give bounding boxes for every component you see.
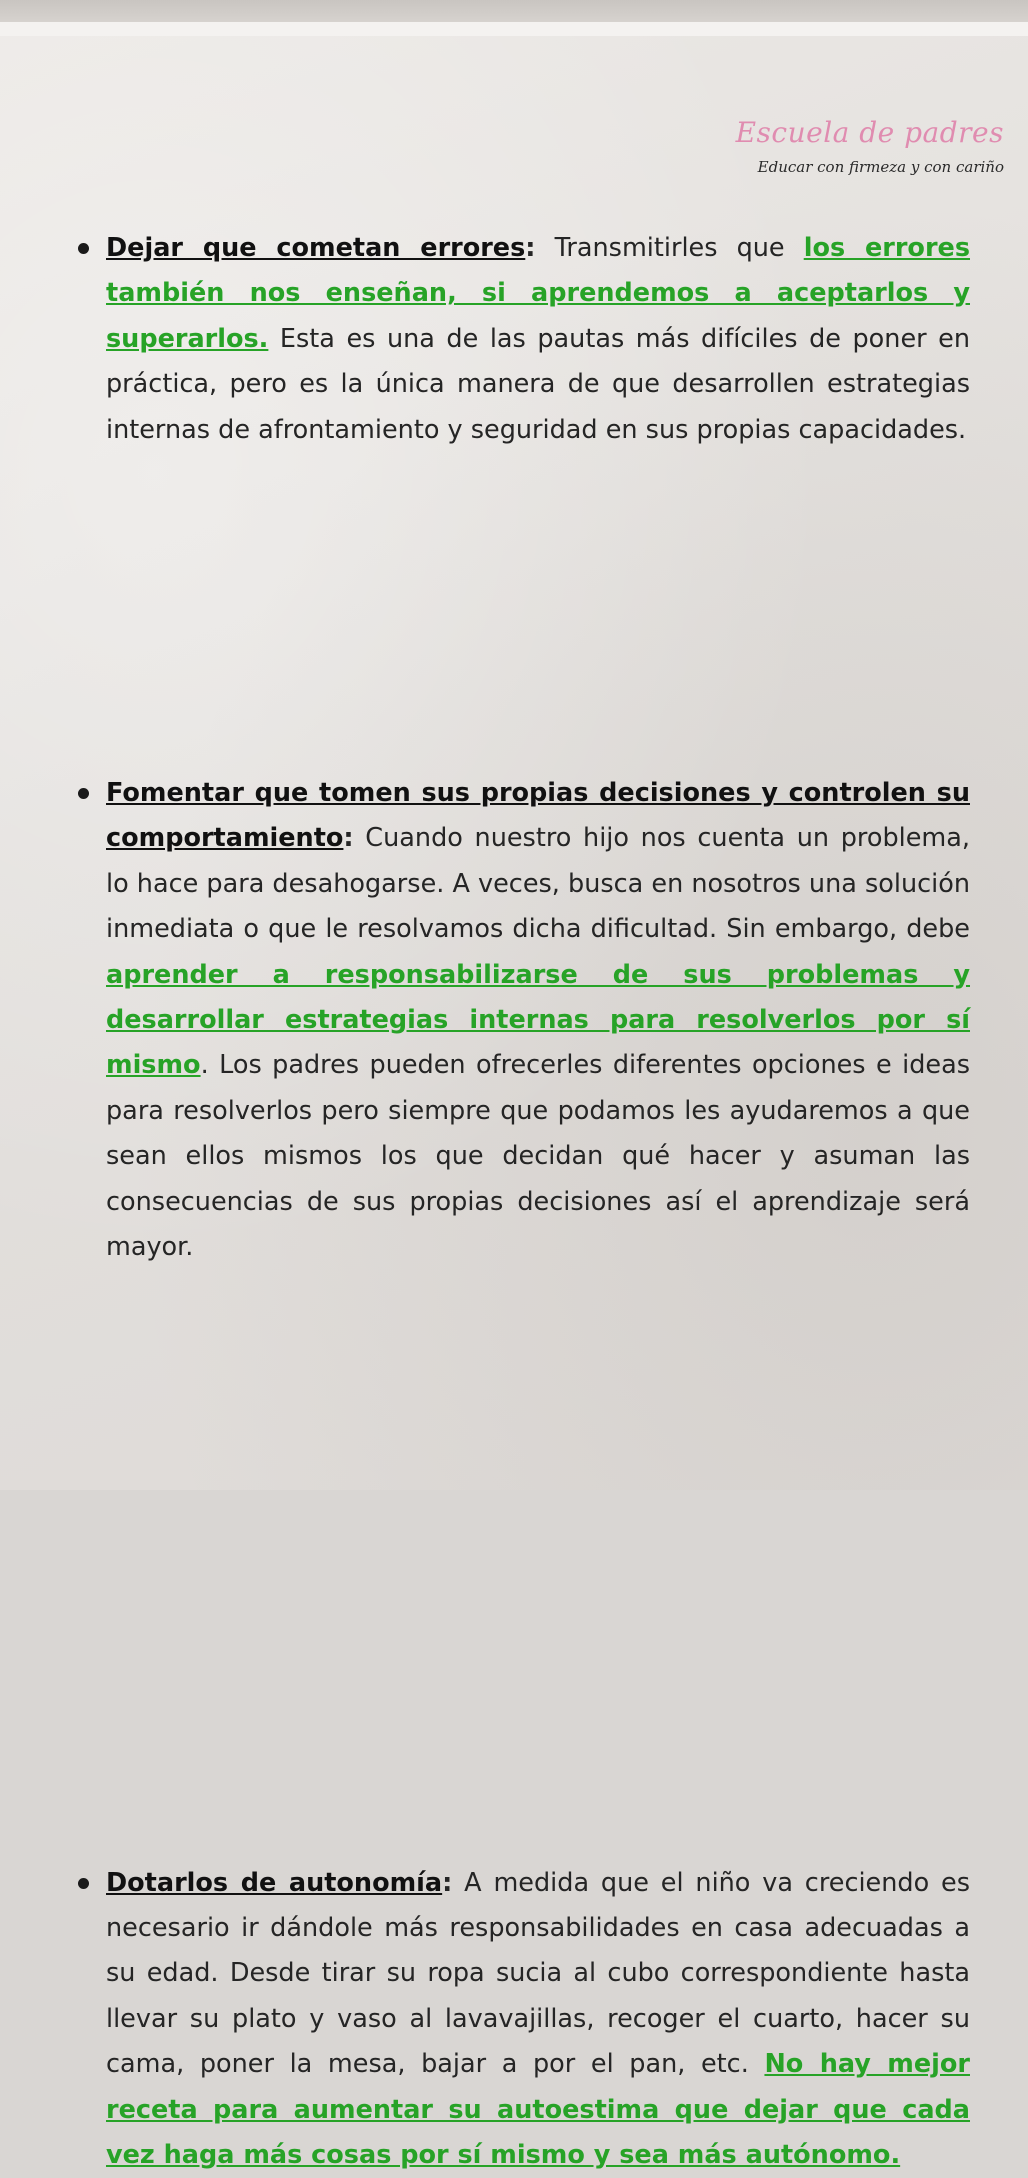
brand-tagline: Educar con firmeza y con cariño [736,156,1004,178]
brand-title: Escuela de padres [736,116,1004,150]
paragraph [106,771,970,1270]
item-highlight: aprender a responsabilizarse de sus problemas y desarrollar estrategias internas para resolverlos por sí mismo [106,960,970,1081]
paragraph [106,1861,970,2178]
top-rule [0,22,1028,36]
list-item-errores [106,226,970,453]
bullet-icon [78,1878,89,1889]
list-item-autonomia [106,1861,970,2178]
item-colon: : [525,233,535,263]
item-text: Transmitirles que [536,233,804,263]
item-text: A medida que el niño va creciendo es necesario ir dándole más responsabilidades en casa adecuadas a su edad. Desde tirar su ropa sucia al cubo correspondiente hasta llevar su plato y vaso al lavavajillas, recoger el cuarto, hacer su cama, poner la mesa, bajar a por el pan, etc. [106,1868,970,2080]
item-text: Cuando nuestro hijo nos cuenta un problema, lo hace para desahogarse. A veces, busca en nosotros una solución inmediata o que le resolvamos dicha dificultad. Sin embargo, debe [106,823,970,944]
item-highlight: los errores también nos enseñan, si aprendemos a aceptarlos y superarlos. [106,233,970,354]
item-highlight: No hay mejor receta para aumentar su autoestima que dejar que cada vez haga más cosas por sí mismo y sea más autónomo. [106,2049,970,2170]
paragraph [106,226,970,453]
bullet-icon [78,788,89,799]
item-text: . Los padres pueden ofrecerles diferentes opciones e ideas para resolverlos pero siempre que podamos les ayudaremos a que sean ellos mismos los que decidan qué hacer y asuman las consecuencias de sus propias decisiones así el aprendizaje será mayor. [106,1050,970,1262]
document-page [0,36,1028,1490]
item-title: Dotarlos de autonomía [106,1868,442,1898]
item-title: Fomentar que tomen sus propias decisiones y controlen su comportamiento [106,778,970,853]
header [736,116,1004,178]
list-item-decisiones [106,771,970,1270]
item-colon: : [343,823,353,853]
item-title: Dejar que cometan errores [106,233,525,263]
bullet-icon [78,243,89,254]
top-strip [0,0,1028,22]
item-colon: : [442,1868,452,1898]
item-text: Esta es una de las pautas más difíciles de poner en práctica, pero es la única manera de que desarrollen estrategias internas de afrontamiento y seguridad en sus propias capacidades. [106,324,970,445]
